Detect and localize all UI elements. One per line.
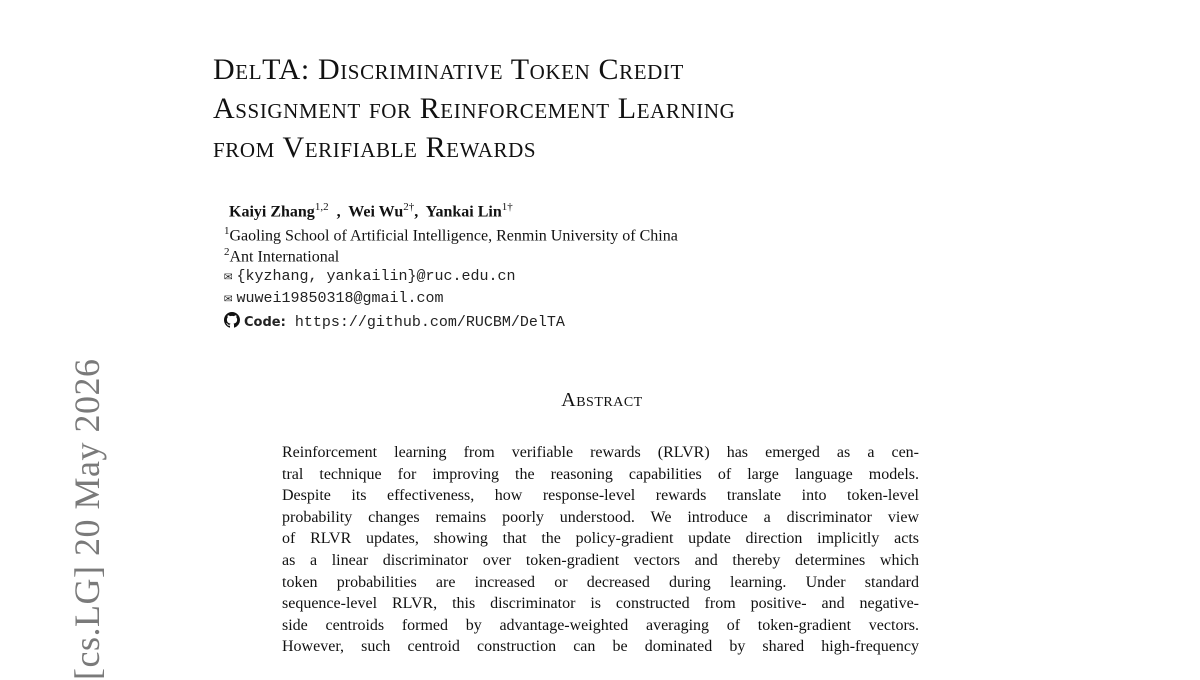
affiliation-text: Gaoling School of Artificial Intelligence, Renmin University of China [229,227,678,245]
code-label: Code: [244,315,286,330]
abstract-line: of RLVR updates, showing that the policy-gradient update direction implicitly acts [282,530,919,548]
author-affiliation-mark: 2† [403,201,415,213]
abstract-body [282,442,919,658]
title-line: Assignment for Reinforcement Learning [213,92,736,125]
github-icon [224,312,240,333]
code-link[interactable]: https://github.com/RUCBM/DelTA [294,314,565,331]
affiliation-mark: 2 [224,246,230,258]
code-line [224,312,565,333]
abstract-line: Reinforcement learning from verifiable rewards (RLVR) has emerged as a cen- [282,444,919,461]
abstract-line: probability changes remains poorly understood. We introduce a discriminator view [282,508,919,526]
abstract-line: tral technique for improving the reasoning capabilities of large language models. [282,465,919,483]
author-affiliation-mark: 1† [501,201,513,213]
author-name: Wei Wu [348,203,404,221]
email-line [224,268,515,285]
title-line: DelTA: Discriminative Token Credit [213,53,684,86]
author-affiliation-mark: 1,2 [314,201,329,213]
email-line [224,290,443,307]
title-line: from Verifiable Rewards [213,131,537,164]
author-list: Kaiyi Zhang$^{1,2}$ , Wei $Wu^{2\dagger}$, Yankai Lin$^{1\dagger}$ [229,201,513,221]
abstract-line: as a linear discriminator over token-gradient vectors and thereby determines which [282,551,919,569]
affiliation-mark: 1 [224,225,230,237]
envelope-icon: ✉ [224,291,233,307]
abstract-line: sequence-level RLVR, this discriminator is constructed from positive- and negative- [282,595,919,613]
author-name: Yankai Lin [425,203,502,221]
abstract-line: token probabilities are increased or decreased during learning. Under standard [282,573,919,591]
affiliation-text: Ant International [229,248,340,266]
email-address[interactable]: wuwei19850318@gmail.com [236,290,444,307]
envelope-icon: ✉ [224,269,233,285]
affiliation-line [224,246,339,266]
arxiv-sidebar-identifier: [cs.LG] 20 May 2026 [67,358,107,680]
email-address[interactable]: {kyzhang, yankailin}@ruc.edu.cn [236,268,516,285]
affiliation-line [224,225,678,245]
abstract-line: Despite its effectiveness, how response-level rewards translate into token-level [282,487,919,505]
abstract-line: However, such centroid construction can be dominated by shared high-frequency [282,638,919,656]
author-name: Kaiyi Zhang [229,203,315,221]
abstract-line: side centroids formed by advantage-weighted averaging of token-gradient vectors. [282,616,919,634]
paper-title [213,50,973,167]
abstract-heading: Abstract [561,389,643,411]
